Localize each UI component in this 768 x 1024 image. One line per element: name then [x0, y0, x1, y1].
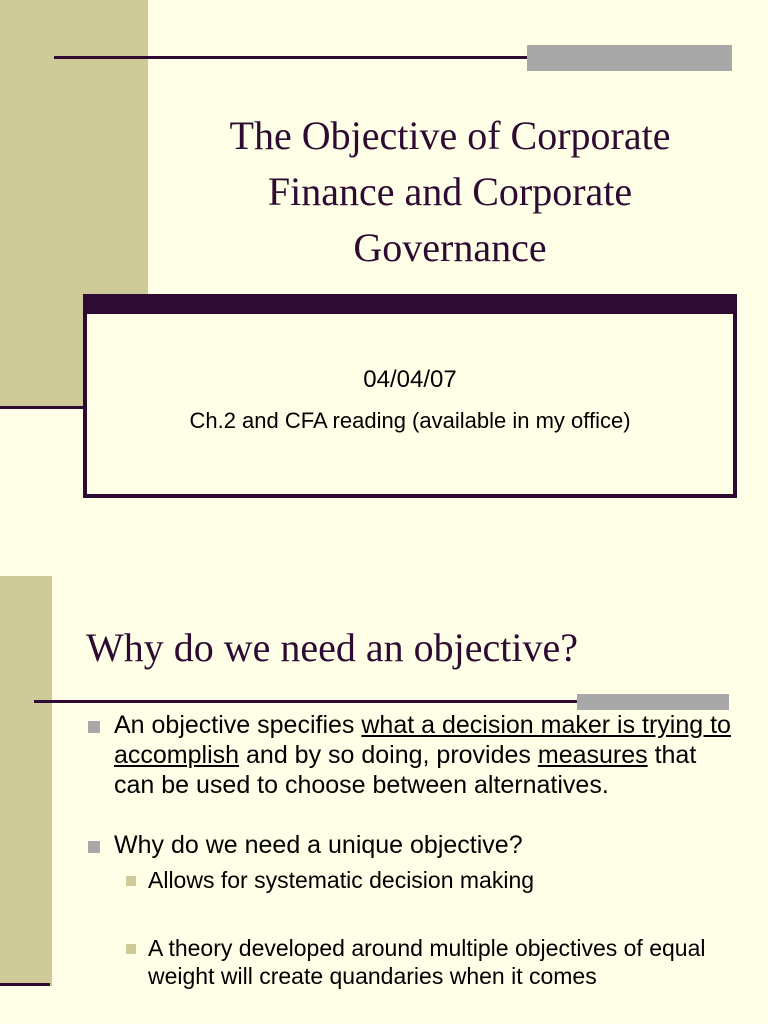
date-text: 04/04/07 — [363, 366, 457, 393]
side-divider-line — [0, 983, 50, 986]
slide-heading: Why do we need an objective? — [86, 625, 579, 670]
bullet-text: An objective specifies — [114, 711, 362, 739]
side-bar — [0, 576, 52, 986]
top-grey-bar — [527, 45, 732, 71]
bullet-text: and by so doing, provides — [239, 741, 538, 769]
slide-objective — [0, 560, 768, 1024]
title-line-2: Finance and Corporate — [267, 169, 633, 214]
subtitle-box — [83, 294, 737, 498]
sub-bullet-systematic: Allows for systematic decision making — [86, 866, 736, 894]
heading-grey-bar — [577, 694, 729, 710]
sub-bullet-multiple-objectives: A theory developed around multiple objectives of equal weight will create quandaries when it comes — [86, 934, 736, 990]
side-divider-line — [0, 406, 86, 409]
underlined-phrase: what a decision maker is trying to accomplish — [114, 711, 731, 769]
underlined-word: measures — [537, 741, 648, 769]
bullet-text: that can be used to choose between alternatives. — [114, 741, 697, 799]
slide-title-heading — [150, 108, 750, 276]
reading-text: Ch.2 and CFA reading (available in my office) — [189, 408, 631, 433]
title-line-3: Governance — [353, 225, 547, 270]
bullet-objective-definition — [86, 710, 736, 800]
bullet-list — [86, 710, 736, 990]
bullet-unique-objective: Why do we need a unique objective? — [86, 830, 736, 860]
title-line-1: The Objective of Corporate — [229, 113, 671, 158]
